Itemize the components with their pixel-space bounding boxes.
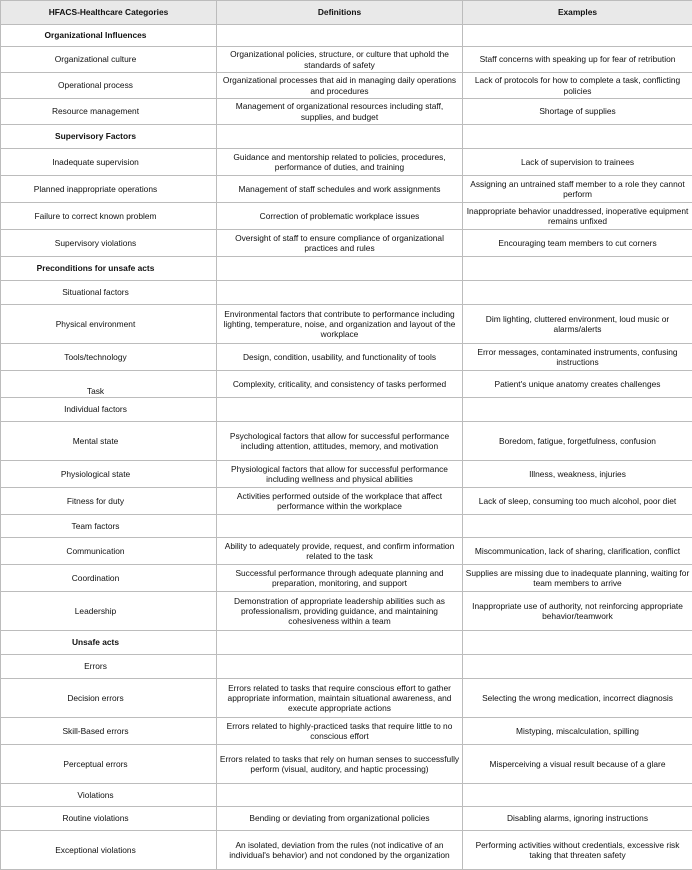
definition-cell	[217, 784, 463, 807]
section-row	[1, 25, 692, 47]
category-cell: Coordination	[1, 565, 217, 592]
table-row	[1, 176, 692, 203]
definition-cell: Organizational policies, structure, or culture that uphold the standards of safety	[217, 47, 463, 73]
table-row	[1, 344, 692, 371]
category-cell: Operational process	[1, 73, 217, 99]
definition-cell: Demonstration of appropriate leadership abilities such as professionalism, providing guidance, and maintaining cohesiveness within a team	[217, 592, 463, 631]
definition-cell	[217, 631, 463, 655]
category-cell: Communication	[1, 538, 217, 565]
example-cell: Illness, weakness, injuries	[463, 461, 692, 488]
definition-cell: Activities performed outside of the workplace that affect performance within the workplace	[217, 488, 463, 515]
definition-cell: Psychological factors that allow for successful performance including attention, attitudes, memory, and motivation	[217, 422, 463, 461]
table-row	[1, 807, 692, 831]
category-cell: Task	[1, 371, 217, 398]
definition-cell: Management of organizational resources including staff, supplies, and budget	[217, 99, 463, 125]
table-row	[1, 488, 692, 515]
example-cell	[463, 281, 692, 305]
example-cell	[463, 25, 692, 47]
definition-cell	[217, 25, 463, 47]
definition-cell: Errors related to tasks that require conscious effort to gather appropriate information, maintain situational awareness, and execute appropriate actions	[217, 679, 463, 718]
table-row	[1, 73, 692, 99]
category-cell: Organizational culture	[1, 47, 217, 73]
example-cell	[463, 398, 692, 422]
table-row	[1, 718, 692, 745]
example-cell: Encouraging team members to cut corners	[463, 230, 692, 257]
category-cell: Leadership	[1, 592, 217, 631]
example-cell: Miscommunication, lack of sharing, clarification, conflict	[463, 538, 692, 565]
definition-cell	[217, 257, 463, 281]
table-row	[1, 230, 692, 257]
example-cell: Shortage of supplies	[463, 99, 692, 125]
category-cell: Team factors	[1, 515, 217, 538]
header-row	[1, 1, 692, 25]
table-row	[1, 592, 692, 631]
section-heading: Organizational Influences	[1, 25, 217, 47]
section-heading: Supervisory Factors	[1, 125, 217, 149]
category-cell: Skill-Based errors	[1, 718, 217, 745]
table-row	[1, 99, 692, 125]
definition-cell: Correction of problematic workplace issues	[217, 203, 463, 230]
example-cell: Performing activities without credentials, excessive risk taking that threaten safety	[463, 831, 692, 870]
category-cell: Routine violations	[1, 807, 217, 831]
header-categories: HFACS-Healthcare Categories	[1, 1, 217, 25]
example-cell: Dim lighting, cluttered environment, loud music or alarms/alerts	[463, 305, 692, 344]
category-cell: Inadequate supervision	[1, 149, 217, 176]
category-cell: Planned inappropriate operations	[1, 176, 217, 203]
category-cell: Physical environment	[1, 305, 217, 344]
definition-cell: Bending or deviating from organizational policies	[217, 807, 463, 831]
category-cell: Individual factors	[1, 398, 217, 422]
example-cell: Disabling alarms, ignoring instructions	[463, 807, 692, 831]
example-cell	[463, 784, 692, 807]
category-cell: Violations	[1, 784, 217, 807]
category-cell: Tools/technology	[1, 344, 217, 371]
header-examples: Examples	[463, 1, 692, 25]
table-row	[1, 784, 692, 807]
definition-cell: Errors related to tasks that rely on human senses to successfully perform (visual, auditory, and haptic processing)	[217, 745, 463, 784]
example-cell	[463, 257, 692, 281]
definition-cell: Complexity, criticality, and consistency of tasks performed	[217, 371, 463, 398]
definition-cell: Organizational processes that aid in managing daily operations and procedures	[217, 73, 463, 99]
example-cell: Lack of sleep, consuming too much alcohol, poor diet	[463, 488, 692, 515]
section-row	[1, 257, 692, 281]
example-cell: Error messages, contaminated instruments, confusing instructions	[463, 344, 692, 371]
table-row	[1, 305, 692, 344]
category-cell: Decision errors	[1, 679, 217, 718]
category-cell: Mental state	[1, 422, 217, 461]
example-cell	[463, 631, 692, 655]
table-body	[1, 25, 692, 870]
section-row	[1, 631, 692, 655]
category-cell: Physiological state	[1, 461, 217, 488]
example-cell	[463, 655, 692, 679]
category-cell: Situational factors	[1, 281, 217, 305]
table-row	[1, 538, 692, 565]
table-row	[1, 149, 692, 176]
definition-cell: Errors related to highly-practiced tasks that require little to no conscious effort	[217, 718, 463, 745]
example-cell: Patient's unique anatomy creates challenges	[463, 371, 692, 398]
section-heading: Preconditions for unsafe acts	[1, 257, 217, 281]
example-cell: Mistyping, miscalculation, spilling	[463, 718, 692, 745]
section-heading: Unsafe acts	[1, 631, 217, 655]
section-row	[1, 125, 692, 149]
table-row	[1, 398, 692, 422]
definition-cell: Management of staff schedules and work assignments	[217, 176, 463, 203]
definition-cell: Guidance and mentorship related to policies, procedures, performance of duties, and training	[217, 149, 463, 176]
definition-cell: Design, condition, usability, and functionality of tools	[217, 344, 463, 371]
definition-cell	[217, 398, 463, 422]
example-cell: Lack of supervision to trainees	[463, 149, 692, 176]
example-cell	[463, 515, 692, 538]
category-cell: Failure to correct known problem	[1, 203, 217, 230]
definition-cell: Successful performance through adequate planning and preparation, monitoring, and support	[217, 565, 463, 592]
example-cell: Lack of protocols for how to complete a task, conflicting policies	[463, 73, 692, 99]
example-cell: Inappropriate behavior unaddressed, inoperative equipment remains unfixed	[463, 203, 692, 230]
example-cell: Assigning an untrained staff member to a role they cannot perform	[463, 176, 692, 203]
table-row	[1, 565, 692, 592]
table-row	[1, 745, 692, 784]
table-row	[1, 47, 692, 73]
definition-cell: Oversight of staff to ensure compliance of organizational practices and rules	[217, 230, 463, 257]
category-cell: Perceptual errors	[1, 745, 217, 784]
category-cell: Errors	[1, 655, 217, 679]
example-cell: Misperceiving a visual result because of a glare	[463, 745, 692, 784]
definition-cell: Environmental factors that contribute to performance including lighting, temperature, noise, and organization and layout of the workplace	[217, 305, 463, 344]
example-cell: Selecting the wrong medication, incorrect diagnosis	[463, 679, 692, 718]
table-row	[1, 515, 692, 538]
table-row	[1, 655, 692, 679]
category-cell: Fitness for duty	[1, 488, 217, 515]
definition-cell	[217, 515, 463, 538]
category-cell: Resource management	[1, 99, 217, 125]
category-cell: Supervisory violations	[1, 230, 217, 257]
example-cell: Staff concerns with speaking up for fear of retribution	[463, 47, 692, 73]
table-row	[1, 281, 692, 305]
table-row	[1, 371, 692, 398]
definition-cell	[217, 125, 463, 149]
category-cell: Exceptional violations	[1, 831, 217, 870]
definition-cell: Ability to adequately provide, request, and confirm information related to the task	[217, 538, 463, 565]
example-cell: Boredom, fatigue, forgetfulness, confusion	[463, 422, 692, 461]
table-row	[1, 422, 692, 461]
definition-cell	[217, 281, 463, 305]
example-cell: Inappropriate use of authority, not reinforcing appropriate behavior/teamwork	[463, 592, 692, 631]
table-row	[1, 831, 692, 870]
header-definitions: Definitions	[217, 1, 463, 25]
example-cell: Supplies are missing due to inadequate planning, waiting for team members to arrive	[463, 565, 692, 592]
definition-cell: An isolated, deviation from the rules (not indicative of an individual's behavior) and not condoned by the organization	[217, 831, 463, 870]
table-row	[1, 461, 692, 488]
table-row	[1, 679, 692, 718]
definition-cell	[217, 655, 463, 679]
table-row	[1, 203, 692, 230]
example-cell	[463, 125, 692, 149]
definition-cell: Physiological factors that allow for successful performance including wellness and physical abilities	[217, 461, 463, 488]
